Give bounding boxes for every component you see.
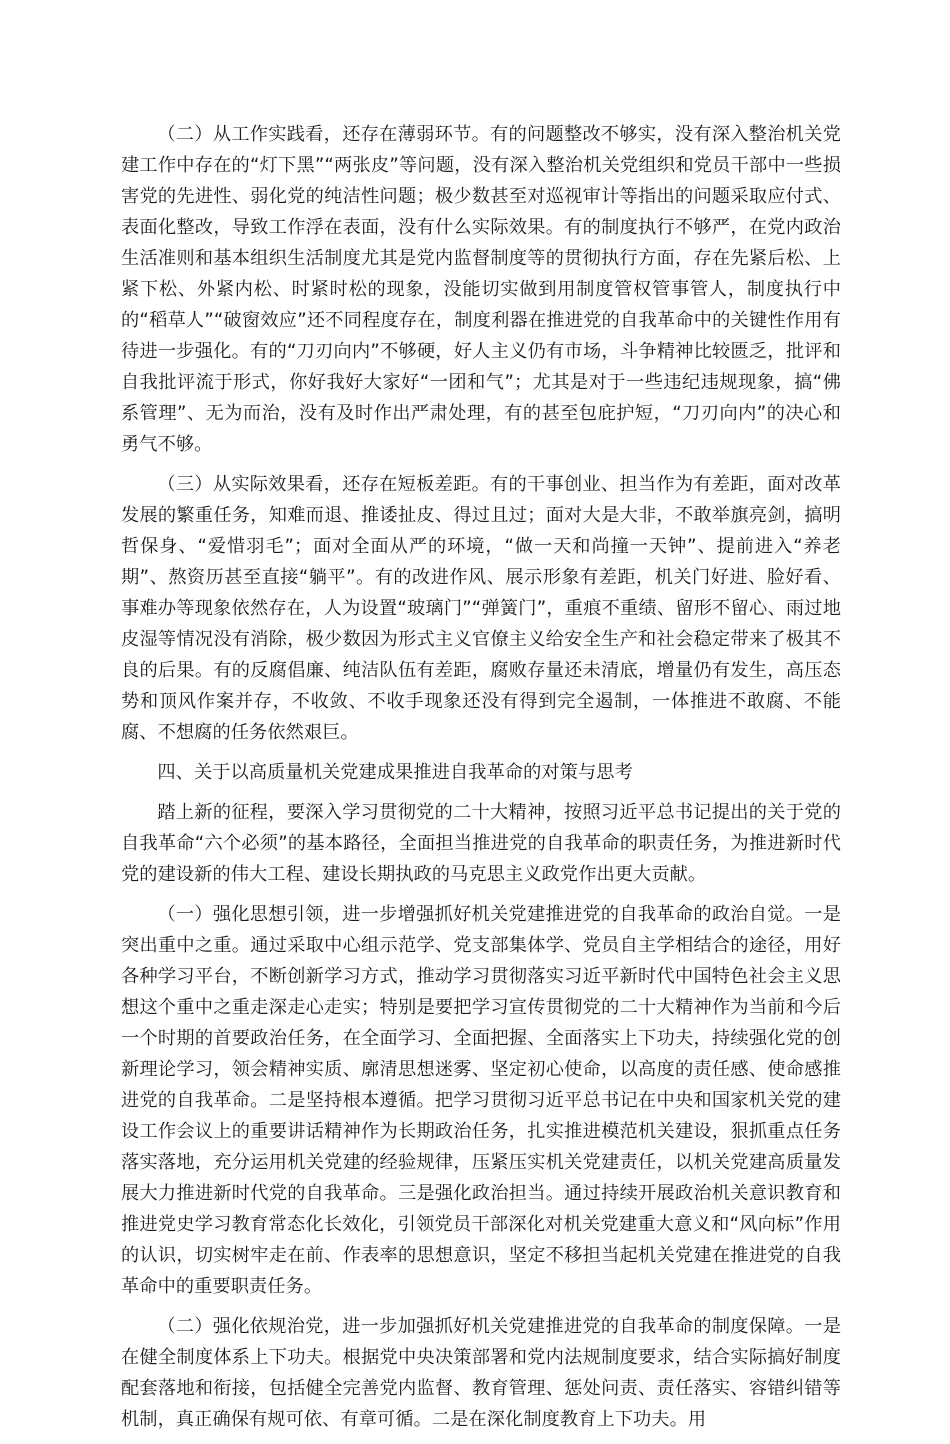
section-heading-countermeasures: 四、关于以高质量机关党建成果推进自我革命的对策与思考: [157, 762, 633, 783]
paragraph-ideological-guidance: （一）强化思想引领，进一步增强抓好机关党建推进党的自我革命的政治自觉。一是突出重中之重。通过采取中心组示范学、党支部集体学、党员自主学相结合的途径，用好各种学习平台，不断创新学习方式，推动学习贯彻落实习近平新时代中国特色社会主义思想这个重中之重走深走心走实；特别是要把学习宣传贯彻党的二十大精神作为当前和今后一个时期的首要政治任务，在全面学习、全面把握、全面落实上下功夫，持续强化党的创新理论学习，领会精神实质、廓清思想迷雾、坚定初心使命，以高度的责任感、使命感推进党的自我革命。二是坚持根本遵循。把学习贯彻习近平总书记在中央和国家机关党的建设工作会议上的重要讲话精神作为长期政治任务，扎实推进模范机关建设，狠抓重点任务落实落地，充分运用机关党建的经验规律，压紧压实机关党建责任，以机关党建高质量发展大力推进新时代党的自我革命。三是强化政治担当。通过持续开展政治机关意识教育和推进党史学习教育常态化长效化，引领党员干部深化对机关党建重大意义和“风向标”作用的认识，切实树牢走在前、作表率的思想意识，坚定不移担当起机关党建在推进党的自我革命中的重要职责任务。: [121, 904, 841, 1297]
document-body: [121, 119, 841, 1444]
paragraph-rule-based-governance: （二）强化依规治党，进一步加强抓好机关党建推进党的自我革命的制度保障。一是在健全制度体系上下功夫。根据党中央决策部署和党内法规制度要求，结合实际搞好制度配套落地和衔接，包括健全完善党内监督、教育管理、惩处问责、责任落实、容错纠错等机制，真正确保有规可依、有章可循。二是在深化制度教育上下功夫。用: [121, 1316, 841, 1430]
paragraph-new-journey: 踏上新的征程，要深入学习贯彻党的二十大精神，按照习近平总书记提出的关于党的自我革命“六个必须”的基本路径，全面担当推进党的自我革命的职责任务，为推进新时代党的建设新的伟大工程、建设长期执政的马克思主义政党作出更大贡献。: [121, 802, 841, 885]
paragraph-effect-gaps: （三）从实际效果看，还存在短板差距。有的干事创业、担当作为有差距，面对改革发展的繁重任务，知难而退、推诿扯皮、得过且过；面对大是大非，不敢举旗亮剑，搞明哲保身、“爱惜羽毛”；面对全面从严的环境，“做一天和尚撞一天钟”、提前进入“养老期”、熬资历甚至直接“躺平”。有的改进作风、展示形象有差距，机关门好进、脸好看、事难办等现象依然存在，人为设置“玻璃门”“弹簧门”，重痕不重绩、留形不留心、雨过地皮湿等情况没有消除，极少数因为形式主义官僚主义给安全生产和社会稳定带来了极其不良的后果。有的反腐倡廉、纯洁队伍有差距，腐败存量还未清底，增量仍有发生，高压态势和顶风作案并存，不收敛、不收手现象还没有得到完全遏制，一体推进不敢腐、不能腐、不想腐的任务依然艰巨。: [121, 474, 841, 743]
paragraph-practice-weakness: （二）从工作实践看，还存在薄弱环节。有的问题整改不够实，没有深入整治机关党建工作中存在的“灯下黑”“两张皮”等问题，没有深入整治机关党组织和党员干部中一些损害党的先进性、弱化党的纯洁性问题；极少数甚至对巡视审计等指出的问题采取应付式、表面化整改，导致工作浮在表面，没有什么实际效果。有的制度执行不够严，在党内政治生活准则和基本组织生活制度尤其是党内监督制度等的贯彻执行方面，存在先紧后松、上紧下松、外紧内松、时紧时松的现象，没能切实做到用制度管权管事管人，制度执行中的“稻草人”“破窗效应”还不同程度存在，制度利器在推进党的自我革命中的关键性作用有待进一步强化。有的“刀刃向内”不够硬，好人主义仍有市场，斗争精神比较匮乏，批评和自我批评流于形式，你好我好大家好“一团和气”；尤其是对于一些违纪违规现象，搞“佛系管理”、无为而治，没有及时作出严肃处理，有的甚至包庇护短，“刀刃向内”的决心和勇气不够。: [121, 124, 841, 455]
